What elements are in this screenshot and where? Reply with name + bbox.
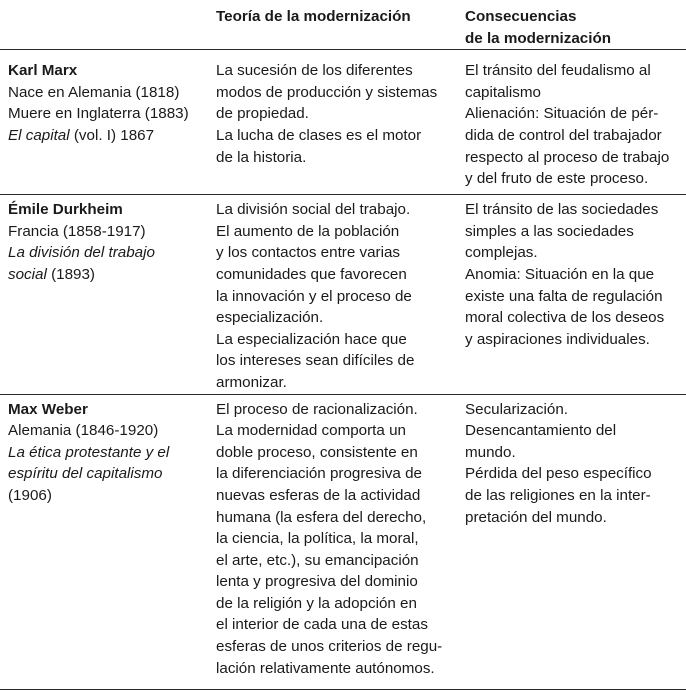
work-detail: (1893): [46, 265, 95, 283]
theory-line: lenta y progresiva del dominio: [216, 573, 418, 591]
consequences-cell: [457, 195, 686, 394]
theory-line: el arte, etc.), su emancipación: [216, 551, 419, 569]
theory-line: humana (la esfera del derecho,: [216, 508, 427, 526]
theory-line: lación relativamente autónomos.: [216, 659, 435, 677]
theory-line: La modernidad comporta un: [216, 422, 406, 440]
theory-line: de la historia.: [216, 148, 307, 166]
theory-line: armonizar.: [216, 373, 287, 391]
theory-line: La lucha de clases es el motor: [216, 126, 422, 144]
work-title: El capital: [8, 126, 70, 144]
author-name: Karl Marx: [8, 62, 78, 80]
theory-line: los intereses sean difíciles de: [216, 352, 415, 370]
header-consequences: [457, 0, 686, 50]
consequence-line: Desencantamiento del: [465, 422, 617, 440]
table-row: [0, 394, 686, 689]
theory-line: especialización.: [216, 309, 324, 327]
consequence-line: dida de control del trabajador: [465, 126, 662, 144]
theory-line: la ciencia, la política, la moral,: [216, 530, 419, 548]
author-cell: [0, 394, 208, 689]
author-work: [8, 264, 202, 286]
consequence-line: existe una falta de regulación: [465, 287, 663, 305]
header-theory: Teoría de la modernización: [208, 0, 457, 50]
work-detail: (vol. I) 1867: [69, 126, 155, 144]
work-detail: (1906): [8, 486, 52, 504]
author-cell: [0, 50, 208, 195]
header-consequences-line1: Consecuencias: [465, 8, 577, 25]
work-title: La división del trabajo: [8, 244, 155, 262]
consequence-line: respecto al proceso de trabajo: [465, 148, 670, 166]
table-row: [0, 50, 686, 195]
author-work: [8, 125, 202, 147]
consequence-line: y aspiraciones individuales.: [465, 330, 650, 348]
table-row: [0, 195, 686, 394]
header-row: [0, 0, 686, 50]
theory-line: la innovación y el proceso de: [216, 287, 412, 305]
author-name: Émile Durkheim: [8, 201, 123, 219]
theory-line: modos de producción y sistemas: [216, 83, 438, 101]
theory-line: La sucesión de los diferentes: [216, 62, 413, 80]
consequence-line: complejas.: [465, 244, 538, 262]
header-empty: [0, 0, 208, 50]
consequence-line: pretación del mundo.: [465, 508, 607, 526]
theory-line: la diferenciación progresiva de: [216, 465, 422, 483]
theory-line: El aumento de la población: [216, 222, 400, 240]
header-consequences-line2: de la modernización: [465, 29, 612, 47]
consequences-cell: [457, 50, 686, 195]
theory-line: esferas de unos criterios de regu-: [216, 638, 443, 656]
theory-line: La división social del trabajo.: [216, 201, 411, 219]
theory-line: y los contactos entre varias: [216, 244, 401, 262]
consequences-cell: [457, 394, 686, 689]
consequence-line: Alienación: Situación de pér-: [465, 105, 659, 123]
theory-cell: [208, 195, 457, 394]
author-bio: Francia (1858-1917): [8, 222, 146, 240]
author-bio: Muere en Inglaterra (1883): [8, 105, 189, 123]
theory-line: el interior de cada una de estas: [216, 616, 428, 634]
consequence-line: capitalismo: [465, 83, 541, 101]
consequence-line: y del fruto de este proceso.: [465, 170, 649, 188]
consequence-line: Secularización.: [465, 400, 568, 418]
author-bio: Alemania (1846-1920): [8, 422, 159, 440]
consequence-line: mundo.: [465, 443, 516, 461]
work-title: La ética protestante y el: [8, 443, 170, 461]
theory-line: doble proceso, consistente en: [216, 443, 418, 461]
consequence-line: Anomia: Situación en la que: [465, 265, 655, 283]
work-title: social: [8, 265, 47, 283]
theory-line: El proceso de racionalización.: [216, 400, 418, 418]
author-name: Max Weber: [8, 400, 88, 418]
theory-cell: [208, 50, 457, 195]
consequence-line: El tránsito del feudalismo al: [465, 62, 651, 80]
consequence-line: El tránsito de las sociedades: [465, 201, 659, 219]
work-title: espíritu del capitalismo: [8, 465, 163, 483]
theory-line: nuevas esferas de la actividad: [216, 486, 421, 504]
consequence-line: Pérdida del peso específico: [465, 465, 652, 483]
author-bio: Nace en Alemania (1818): [8, 83, 180, 101]
author-cell: [0, 195, 208, 394]
consequence-line: simples a las sociedades: [465, 222, 634, 240]
theory-line: de propiedad.: [216, 105, 309, 123]
theory-line: La especialización hace que: [216, 330, 407, 348]
consequence-line: moral colectiva de los deseos: [465, 309, 665, 327]
theory-cell: [208, 394, 457, 689]
theory-line: de la religión y la adopción en: [216, 594, 417, 612]
theory-line: comunidades que favorecen: [216, 265, 407, 283]
consequence-line: de las religiones en la inter-: [465, 486, 651, 504]
